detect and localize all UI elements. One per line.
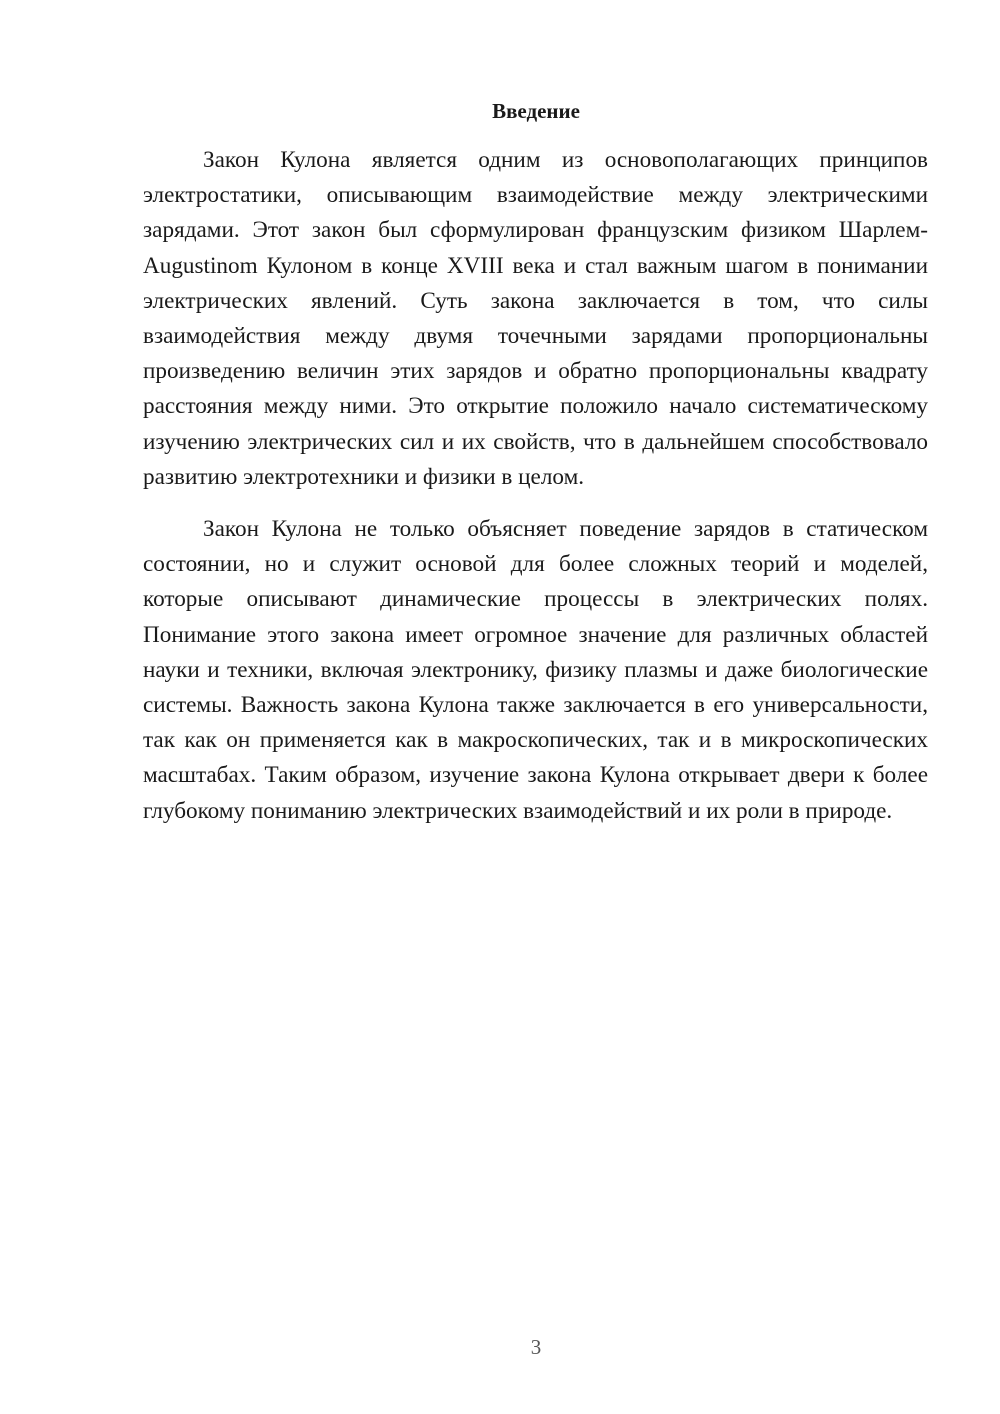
page-title: Введение	[492, 99, 580, 123]
page-number: 3	[530, 1335, 542, 1359]
paragraph-2: Закон Кулона не только объясняет поведение зарядов в статическом состоянии, но и служит основой для более сложных теорий и моделей, которые описывают динамические процессы в электрических полях. Понимание этого закона имеет огромное значение для различных областей науки и техники, включая электронику, физику плазмы и даже биологические системы. Важность закона Кулона также заключается в его универсальности, так как он применяется как в макроскопических, так и в микроскопических масштабах. Таким образом, изучение закона Кулона открывает двери к более глубокому пониманию электрических взаимодействий и их роли в природе.	[143, 516, 928, 824]
document-body	[143, 143, 928, 829]
paragraph-1: Закон Кулона является одним из основополагающих принципов электростатики, описывающим взаимодействие между электрическими зарядами. Этот закон был сформулирован французским физиком Шарлем-Augustinom Кулоном в конце XVIII века и стал важным шагом в понимании электрических явлений. Суть закона заключается в том, что силы взаимодействия между двумя точечными зарядами пропорциональны произведению величин этих зарядов и обратно пропорциональны квадрату расстояния между ними. Это открытие положило начало систематическому изучению электрических сил и их свойств, что в дальнейшем способствовало развитию электротехники и физики в целом.	[143, 147, 928, 490]
